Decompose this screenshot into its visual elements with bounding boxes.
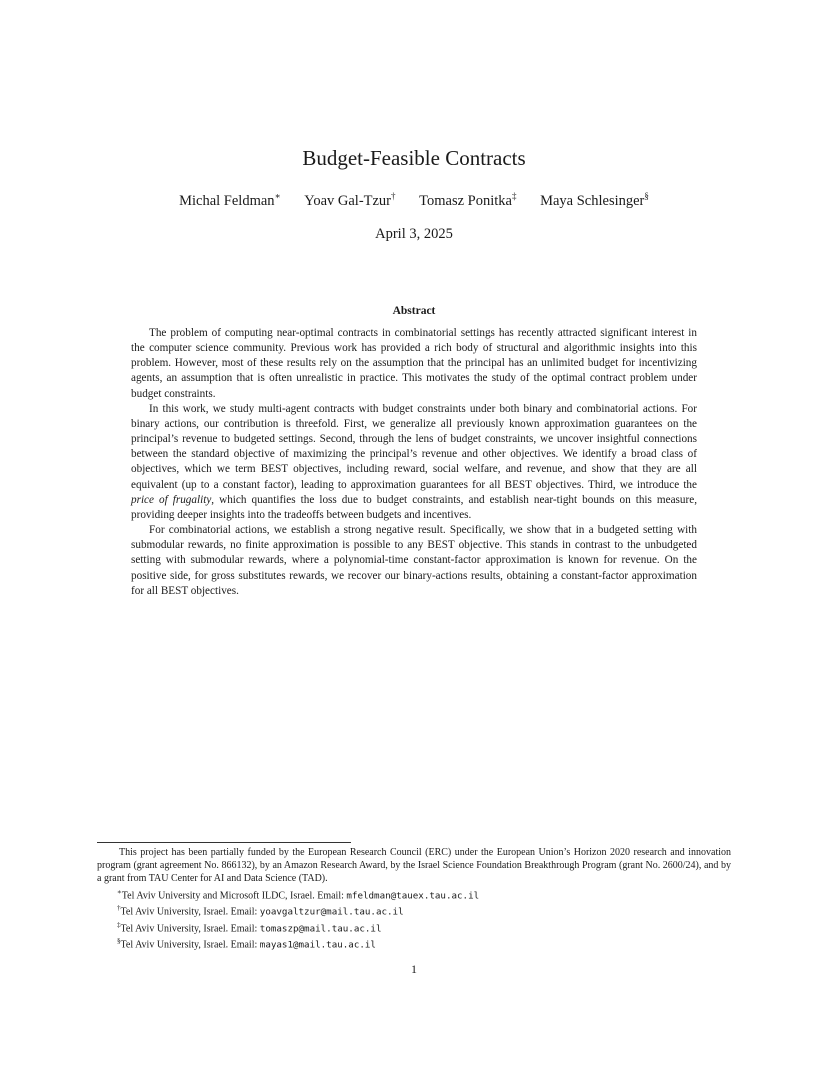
author-name: Michal Feldman xyxy=(179,192,275,209)
affiliation-footnote xyxy=(97,886,731,903)
author-mark: ∗ xyxy=(274,191,281,201)
paper-date: April 3, 2025 xyxy=(375,226,453,242)
author xyxy=(179,193,281,209)
affiliation-footnote xyxy=(97,935,731,952)
affiliation-text: Tel Aviv University, Israel. Email: xyxy=(120,923,260,934)
affiliation-footnote xyxy=(97,919,731,936)
footnote-rule xyxy=(97,842,351,843)
author-name: Tomasz Ponitka xyxy=(419,192,512,209)
abstract-paragraph: For combinatorial actions, we establish a strong negative result. Specifically, we show that in a budgeted setting with submodular rewards, no finite approximation is possible to any BEST objective. This stands in contrast to the unbudgeted setting with submodular rewards, where a polynomial-time constant-factor approximation is known for revenue. On the positive side, for gross substitutes rewards, we recover our binary-actions results, obtaining a constant-factor approximation for all BEST objectives. xyxy=(131,524,697,597)
abstract-paragraph xyxy=(131,402,697,523)
author-list xyxy=(0,191,828,210)
author xyxy=(304,193,395,209)
funding-footnote: This project has been partially funded by the European Research Council (ERC) under the European Union’s Horizon 2020 research and innovation program (grant agreement No. 866132), by an Amazon Research Award, by the Israel Science Foundation Breakthrough Program (grant No. 2600/24), and by a grant from TAU Center for AI and Data Science (TAD). xyxy=(97,847,731,885)
abstract-text: , which quantifies the loss due to budget constraints, and establish near-tight bounds on this measure, providing deeper insights into the tradeoffs between budgets and incentives. xyxy=(131,493,697,521)
footnote-mark: ∗ xyxy=(117,887,122,896)
footnote-mark: § xyxy=(117,937,121,946)
author-mark: § xyxy=(644,191,649,201)
author-mark: † xyxy=(391,191,396,201)
affiliation-footnote xyxy=(97,902,731,919)
abstract-emphasis: price of frugality xyxy=(131,493,212,506)
author-mark: ‡ xyxy=(511,191,517,201)
abstract-text: In this work, we study multi-agent contracts with budget constraints under both binary and combinatorial actions. For binary actions, our contribution is threefold. First, we generalize all previously known approximation guarantees on the principal’s revenue to budgeted settings. Second, through the lens of budget constraints, we uncover insightful connections between the standard objective of maximizing the principal’s revenue and other objectives. We identify a broad class of objectives, which we term BEST objectives, including reward, social welfare, and revenue, and show that they are all equivalent (up to a constant factor), leading to approximation guarantees for all BEST objectives. Third, we introduce the xyxy=(131,402,697,491)
affiliation-text: Tel Aviv University, Israel. Email: xyxy=(120,906,260,918)
affiliation-text: Tel Aviv University and Microsoft ILDC, Israel. Email: xyxy=(121,889,347,901)
footnote-mark: ‡ xyxy=(117,920,121,929)
abstract-body xyxy=(131,326,697,599)
email-link[interactable]: tomaszp@mail.tau.ac.il xyxy=(259,923,382,934)
abstract-heading: Abstract xyxy=(392,305,436,317)
footnote-mark: † xyxy=(117,904,121,913)
author xyxy=(540,193,649,209)
paper-title: Budget-Feasible Contracts xyxy=(302,146,526,170)
abstract-paragraph: The problem of computing near-optimal contracts in combinatorial settings has recently attracted significant interest in the computer science community. Previous work has provided a rich body of structural and algorithmic insights into this problem. However, most of these results rely on the assumption that the principal has an unlimited budget for incentivizing agents, an assumption that is often unrealistic in practice. This motivates the study of the optimal contract problem under budget constraints. xyxy=(131,327,697,400)
footnotes xyxy=(97,846,731,952)
author-name: Maya Schlesinger xyxy=(540,192,645,209)
affiliation-text: Tel Aviv University, Israel. Email: xyxy=(120,939,260,951)
email-link[interactable]: mfeldman@tauex.tau.ac.il xyxy=(346,889,480,901)
author xyxy=(419,193,516,209)
page-number: 1 xyxy=(411,962,417,976)
author-name: Yoav Gal-Tzur xyxy=(304,192,392,209)
email-link[interactable]: yoavgaltzur@mail.tau.ac.il xyxy=(259,906,404,918)
email-link[interactable]: mayas1@mail.tau.ac.il xyxy=(259,939,376,951)
